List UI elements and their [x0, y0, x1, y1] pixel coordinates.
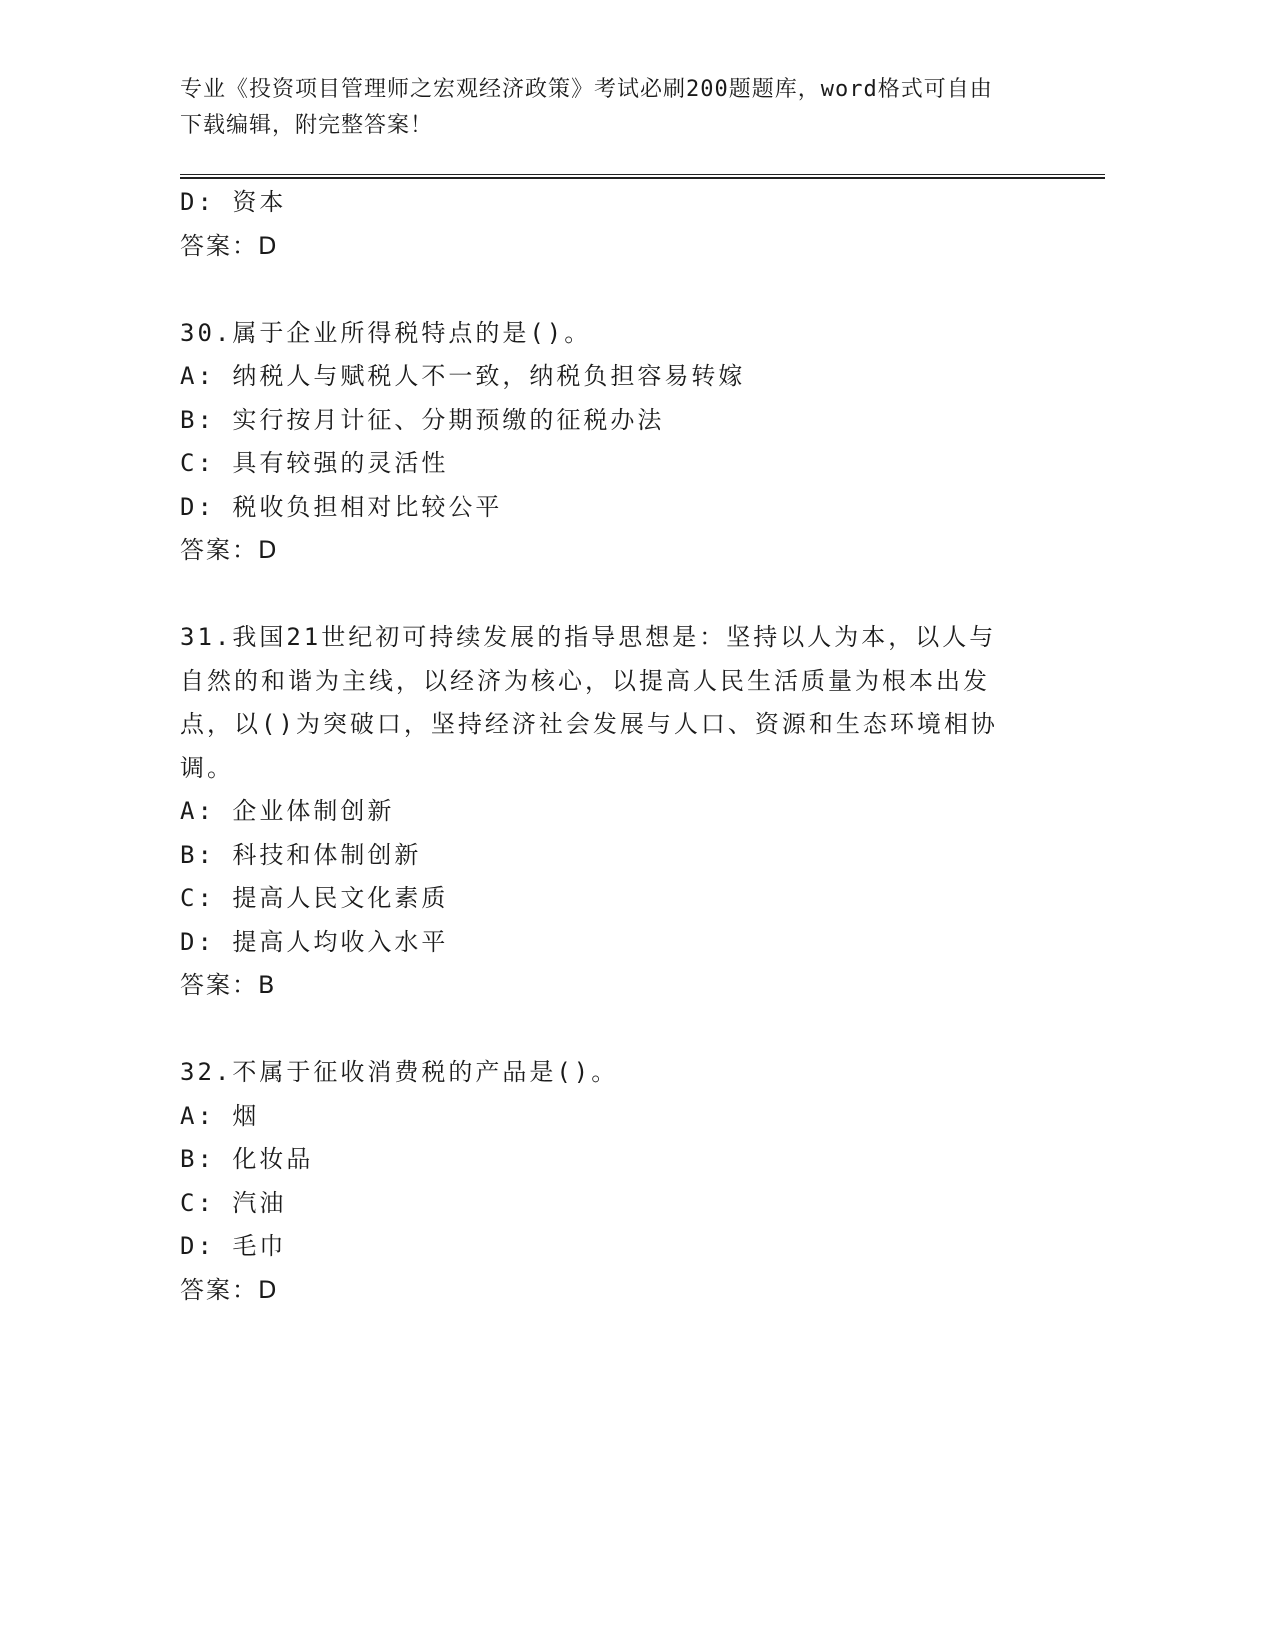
- document-header: [180, 72, 1030, 144]
- question-31: [180, 616, 1040, 1008]
- option-a: A: 企业体制创新: [180, 797, 395, 825]
- header-divider-thick: [180, 177, 1105, 179]
- spacer: [180, 1008, 1040, 1052]
- answer: 答案：D: [180, 1275, 279, 1304]
- option-a: A: 烟: [180, 1101, 260, 1130]
- option-b: B: 实行按月计征、分期预缴的征税办法: [180, 405, 665, 434]
- question-30: [180, 312, 1040, 573]
- option-c: C: 提高人民文化素质: [180, 884, 449, 912]
- question-stem-line: 31.我国21世纪初可持续发展的指导思想是：坚持以人为本，以人与: [180, 623, 997, 651]
- question-stem-line: 调。: [180, 753, 234, 782]
- option-d: D: 提高人均收入水平: [180, 927, 449, 956]
- question-stem: 30.属于企业所得税特点的是()。: [180, 318, 592, 347]
- question-32: [180, 1051, 1040, 1312]
- option-c: C: 汽油: [180, 1188, 287, 1217]
- question-list: [180, 181, 1040, 1312]
- header-line-1: 专业《投资项目管理师之宏观经济政策》考试必刷200题题库，word格式可自由: [180, 77, 993, 102]
- option-d: D: 税收负担相对比较公平: [180, 492, 503, 521]
- question-stem-line: 自然的和谐为主线，以经济为核心，以提高人民生活质量为根本出发: [180, 666, 990, 695]
- header-divider-thin: [180, 174, 1105, 175]
- prev-option-d: D: 资本: [180, 188, 287, 216]
- prev-answer: 答案：D: [180, 231, 279, 260]
- option-b: B: 科技和体制创新: [180, 840, 422, 869]
- question-stem-line: 点，以()为突破口，坚持经济社会发展与人口、资源和生态环境相协: [180, 710, 998, 738]
- option-b: B: 化妆品: [180, 1145, 314, 1173]
- option-a: A: 纳税人与赋税人不一致，纳税负担容易转嫁: [180, 362, 746, 390]
- answer: 答案：B: [180, 971, 277, 999]
- answer: 答案：D: [180, 536, 279, 564]
- header-line-2: 下载编辑，附完整答案！: [180, 113, 434, 138]
- option-d: D: 毛巾: [180, 1232, 287, 1260]
- spacer: [180, 573, 1040, 617]
- option-c: C: 具有较强的灵活性: [180, 449, 449, 477]
- spacer: [180, 268, 1040, 312]
- question-stem: 32.不属于征收消费税的产品是()。: [180, 1058, 619, 1086]
